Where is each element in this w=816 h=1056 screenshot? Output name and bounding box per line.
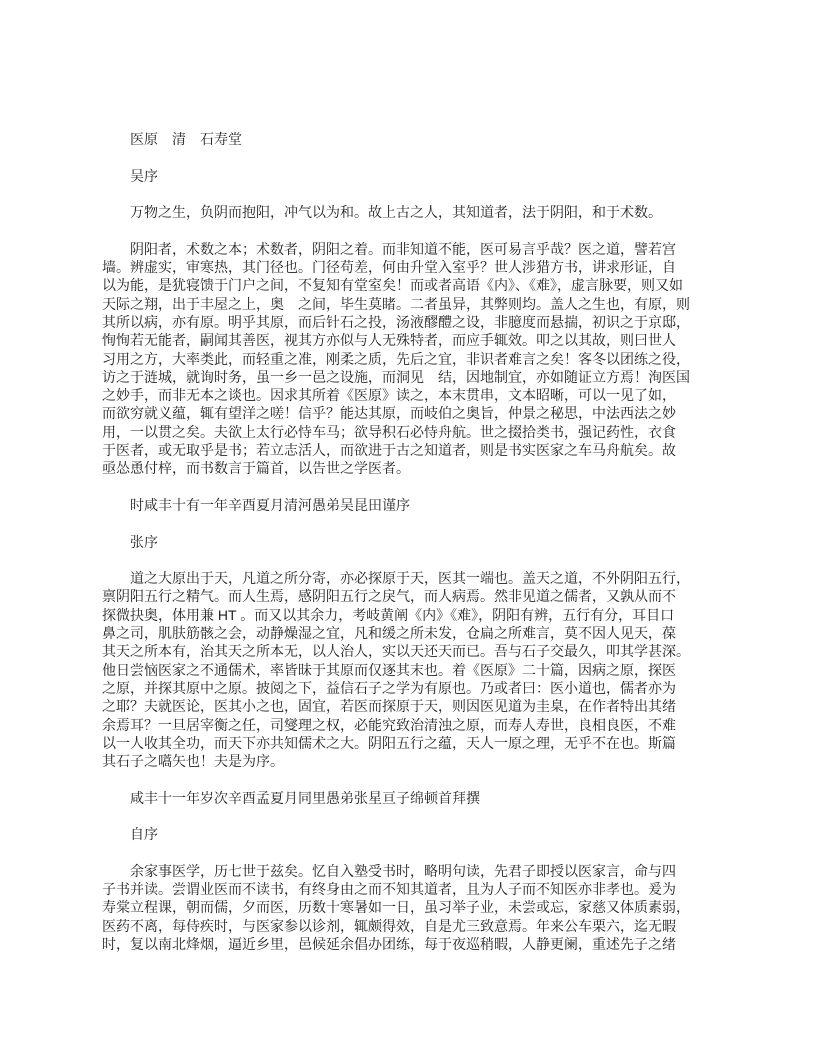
text-line: 亟怂恿付梓，而书数言于篇首，以告世之学医者。: [102, 460, 410, 477]
self-preface-heading: [102, 825, 718, 843]
text-line: 子书并读。尝谓业医而不读书，有终身由之而不知其道者，且为人子而不知医亦非孝也。爰为: [102, 881, 676, 898]
text-line: 自序: [102, 826, 158, 843]
text-line: 余焉耳？一旦居宰衡之任，司燮理之权，必能究致治清浊之原，而寿人寿世，良相良医，不难: [102, 716, 676, 733]
zhang-preface-body-paragraph: [102, 569, 718, 770]
text-line: 时，复以南北烽烟，逼近乡里，邑候延余倡办团练，每于夜巡稍暇，人静更阑，重述先子之绪: [102, 936, 676, 953]
self-preface-body-paragraph: [102, 862, 718, 953]
text-line: 恂恂若无能者，嗣闻其善医，视其方亦似与人无殊特者，而应手辄效。叩之以其故，则曰世人: [102, 332, 676, 349]
text-line: 其所以病，亦有原。明乎其原，而后针石之投，汤液醪醴之设，非臆度而悬揣，初识之于京邸，: [102, 313, 690, 330]
text-line: 阴阳者，术数之本；术数者，阴阳之着。而非知道不能，医可易言乎哉？医之道，譬若宫: [102, 240, 676, 257]
text-line: 余家事医学，历七世于兹矣。忆自入塾受书时，略明句读，先君子即授以医家言，命与四: [102, 862, 676, 879]
text-line: 寿棠立程课，朝而儒，夕而医，历数十寒暑如一日，虽习举子业，未尝或忘，家慈又体质素弱，: [102, 899, 690, 916]
document-page: [102, 130, 718, 953]
wu-preface-opening-paragraph: [102, 203, 718, 221]
text-line: 之耶？夫就医论，医其小之也，固宜，若医而探原于天，则因医见道为圭臬，在作者特出其绪: [102, 698, 676, 715]
text-line: 医药不离，每侍疾时，与医家参以诊剂，辄颇得效，自是尤三致意焉。年来公车栗六，迄无暇: [102, 917, 676, 934]
text-line: 其石子之嚆矢也！夫是为序。: [102, 753, 284, 770]
text-line: 访之于涟城，就询时务，虽一乡一邑之设施，而洞见 结，因地制宜，亦如随证立方焉！洵医国: [102, 368, 690, 385]
text-line: 张序: [102, 533, 158, 550]
text-line: 习用之方，大率类此，而轻重之准，刚柔之质，先后之宜，非识者难言之矣！客冬以团练之役，: [102, 350, 690, 367]
text-line: 用，一以贯之矣。夫欲上太行必恃车马；欲导积石必恃舟航。世之掇拾类书，强记药性，衣食: [102, 423, 676, 440]
text-line: 禀阴阳五行之精气。而人生焉，感阴阳五行之戾气，而人病焉。然非见道之儒者，又孰从而不: [102, 588, 676, 605]
text-line: 之原，并探其原中之原。披阅之下，益信石子之学为有原也。乃或者曰：医小道也，儒者亦为: [102, 679, 676, 696]
text-line: 之妙手，而非无本之谈也。因求其所着《医原》读之，本末贯串，文本昭晰，可以一见了如，: [102, 387, 676, 404]
text-line: 鼻之司，肌肤筋骸之会，动静燥湿之宜，凡和缓之所未发，仓扁之所难言，莫不因人见天，葆: [102, 625, 676, 642]
text-line: 道之大原出于天，凡道之所分寄，亦必探原于天，医其一端也。盖天之道，不外阴阳五行，: [102, 570, 690, 587]
zhang-preface-heading: [102, 533, 718, 551]
text-line: 以为能，是犹寝馈于门户之间，不复知有堂室矣！而或者高语《内》、《难》，虚言脉要，则又如: [102, 277, 683, 294]
text-line: 以一人收其全功，而天下亦共知儒术之大。阴阳五行之蕴，天人一原之理，无乎不在也。斯篇: [102, 734, 676, 751]
text-line: 其天之所本有，治其天之所本无，以人治人，实以天还天而已。吾与石子交最久，叩其学甚深。: [102, 643, 690, 660]
text-line: 墙。辨虚实，审寒热，其门径也。门径苟差，何由升堂入室乎？世人涉猎方书，讲求形证，自: [102, 259, 676, 276]
wu-preface-heading: [102, 167, 718, 185]
text-line: 咸丰十一年岁次辛酉孟夏月同里愚弟张星亘子绵顿首拜撰: [102, 789, 480, 806]
text-line: 天际之翔，出于丰屋之上，奥 之间，毕生莫睹。二者虽异，其弊则均。盖人之生也，有原，则: [102, 295, 690, 312]
wu-preface-signature: [102, 496, 718, 514]
text-line: 探微抉奥，体用兼 HT 。而又以其余力，考岐黄阐《内》《难》，阴阳有辨，五行有分，耳目口: [102, 606, 675, 623]
text-line: 时咸丰十有一年辛酉夏月清河愚弟吴昆田谨序: [102, 496, 410, 513]
zhang-preface-signature: [102, 789, 718, 807]
text-line: 于医者，或无取乎是书；若立志活人，而欲进于古之知道者，则是书实医家之车马舟航矣。故: [102, 442, 676, 459]
text-line: 他日尝恼医家之不通儒术，率皆昧于其原而仅逐其末也。着《医原》二十篇，因病之原，探医: [102, 661, 676, 678]
text-line: 医原 清 石寿堂: [102, 131, 242, 147]
text-line: 吴序: [102, 167, 158, 184]
book-title-line: [102, 130, 718, 148]
wu-preface-body-paragraph: [102, 240, 718, 478]
text-line: 而欲穷就义蕴，辄有望洋之嗟！信乎？能达其原，而岐伯之奥旨，仲景之秘思，中法西法之妙: [102, 405, 676, 422]
text-line: 万物之生，负阴而抱阳，冲气以为和。故上古之人，其知道者，法于阴阳，和于术数。: [102, 204, 662, 221]
